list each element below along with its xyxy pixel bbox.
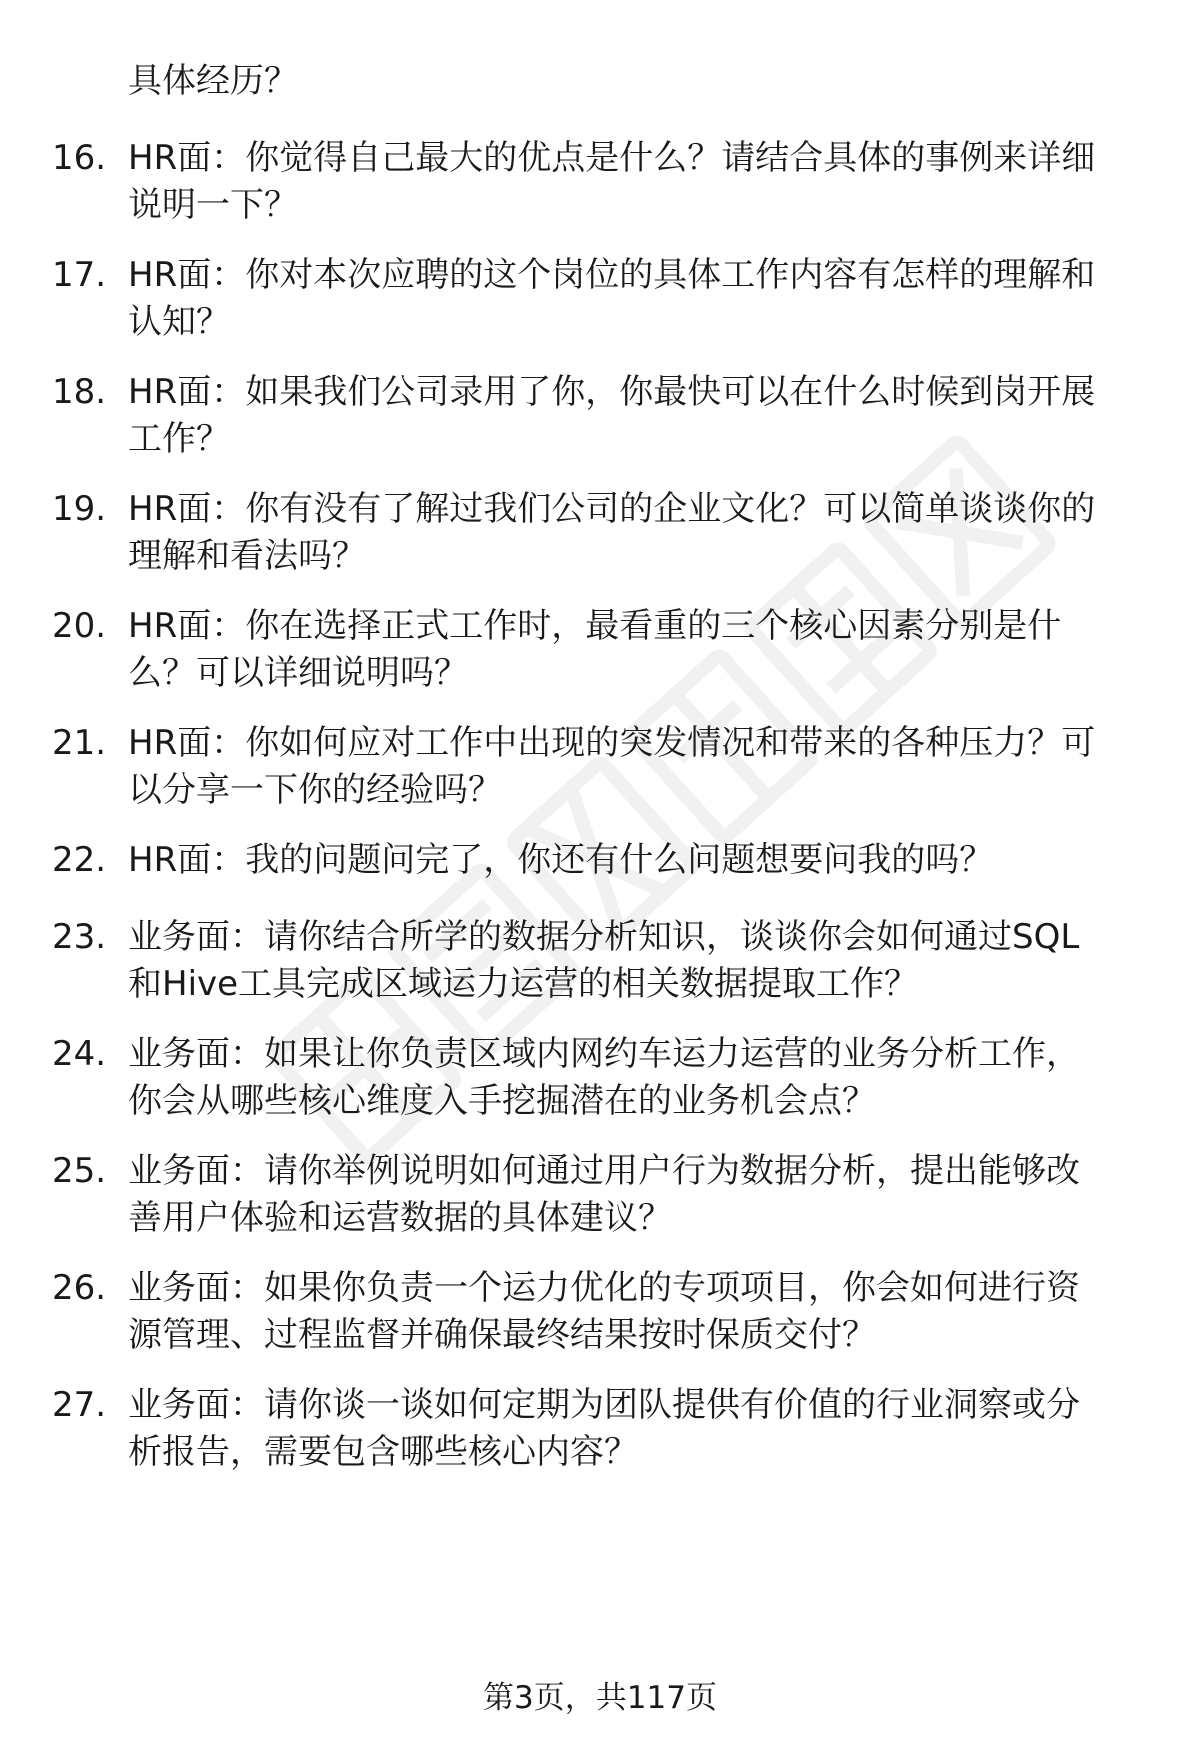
- question-text-line: 认知？: [128, 302, 230, 342]
- question-text-line: HR面：你如何应对工作中出现的突发情况和带来的各种压力？可: [128, 723, 1096, 763]
- question-item: [0, 720, 1200, 814]
- question-text-line: 业务面：请你举例说明如何通过用户行为数据分析，提出能够改: [128, 1151, 1080, 1191]
- question-text-line: 具体经历？: [128, 61, 298, 101]
- question-item: [0, 369, 1200, 463]
- question-text-line: 业务面：如果你负责一个运力优化的专项项目，你会如何进行资: [128, 1268, 1080, 1308]
- question-text-line: 你会从哪些核心维度入手挖掘潜在的业务机会点？: [128, 1081, 876, 1121]
- question-number: 19.: [52, 489, 107, 529]
- question-text: [128, 603, 1160, 697]
- question-item: [0, 252, 1200, 346]
- question-text-line: HR面：我的问题问完了，你还有什么问题想要问我的吗？: [128, 840, 994, 880]
- question-text-line: 么？可以详细说明吗？: [128, 653, 468, 693]
- question-text: [128, 1265, 1160, 1359]
- question-text-line: 理解和看法吗？: [128, 536, 366, 576]
- question-number: 24.: [52, 1034, 107, 1074]
- page-number-footer: 第3页，共117页: [483, 1680, 717, 1716]
- question-text-line: 工作？: [128, 419, 230, 459]
- question-item: [0, 1382, 1200, 1476]
- question-item: [0, 1031, 1200, 1125]
- question-text-line: 业务面：如果让你负责区域内网约车运力运营的业务分析工作，: [128, 1034, 1080, 1074]
- question-text-line: HR面：你觉得自己最大的优点是什么？请结合具体的事例来详细: [128, 138, 1096, 178]
- question-number: 16.: [52, 138, 107, 178]
- question-text-line: 析报告，需要包含哪些核心内容？: [128, 1432, 638, 1472]
- question-text: [128, 837, 1160, 884]
- question-text-line: 源管理、过程监督并确保最终结果按时保质交付？: [128, 1315, 876, 1355]
- question-text: [128, 369, 1160, 463]
- question-text-line: 善用户体验和运营数据的具体建议？: [128, 1198, 672, 1238]
- question-item: [0, 837, 1200, 884]
- question-text: [128, 1148, 1160, 1242]
- question-text-line: 业务面：请你结合所学的数据分析知识，谈谈你会如何通过SQL: [128, 917, 1080, 957]
- question-number: 17.: [52, 255, 107, 295]
- question-item: [0, 58, 1200, 105]
- question-text-line: 和Hive工具完成区域运力运营的相关数据提取工作？: [128, 964, 919, 1004]
- question-item: [0, 914, 1200, 1008]
- question-number: 20.: [52, 606, 107, 646]
- question-number: 26.: [52, 1268, 107, 1308]
- question-text-line: HR面：你在选择正式工作时，最看重的三个核心因素分别是什: [128, 606, 1062, 646]
- question-text-line: 业务面：请你谈一谈如何定期为团队提供有价值的行业洞察或分: [128, 1385, 1080, 1425]
- question-text-line: 以分享一下你的经验吗？: [128, 770, 502, 810]
- question-text-line: HR面：如果我们公司录用了你，你最快可以在什么时候到岗开展: [128, 372, 1096, 412]
- question-item: [0, 603, 1200, 697]
- question-text: [128, 1031, 1160, 1125]
- question-number: 18.: [52, 372, 107, 412]
- question-number: 23.: [52, 917, 107, 957]
- question-text: [128, 720, 1160, 814]
- question-item: [0, 135, 1200, 229]
- question-text: [128, 58, 1160, 105]
- question-text: [128, 1382, 1160, 1476]
- question-item: [0, 1265, 1200, 1359]
- question-text-line: HR面：你对本次应聘的这个岗位的具体工作内容有怎样的理解和: [128, 255, 1096, 295]
- question-number: 21.: [52, 723, 107, 763]
- question-number: 27.: [52, 1385, 107, 1425]
- question-text: [128, 914, 1160, 1008]
- question-text-line: HR面：你有没有了解过我们公司的企业文化？可以简单谈谈你的: [128, 489, 1096, 529]
- question-number: 22.: [52, 840, 107, 880]
- question-text: [128, 486, 1160, 580]
- question-text: [128, 135, 1160, 229]
- question-text-line: 说明一下？: [128, 185, 298, 225]
- question-number: 25.: [52, 1151, 107, 1191]
- question-item: [0, 486, 1200, 580]
- question-text: [128, 252, 1160, 346]
- question-item: [0, 1148, 1200, 1242]
